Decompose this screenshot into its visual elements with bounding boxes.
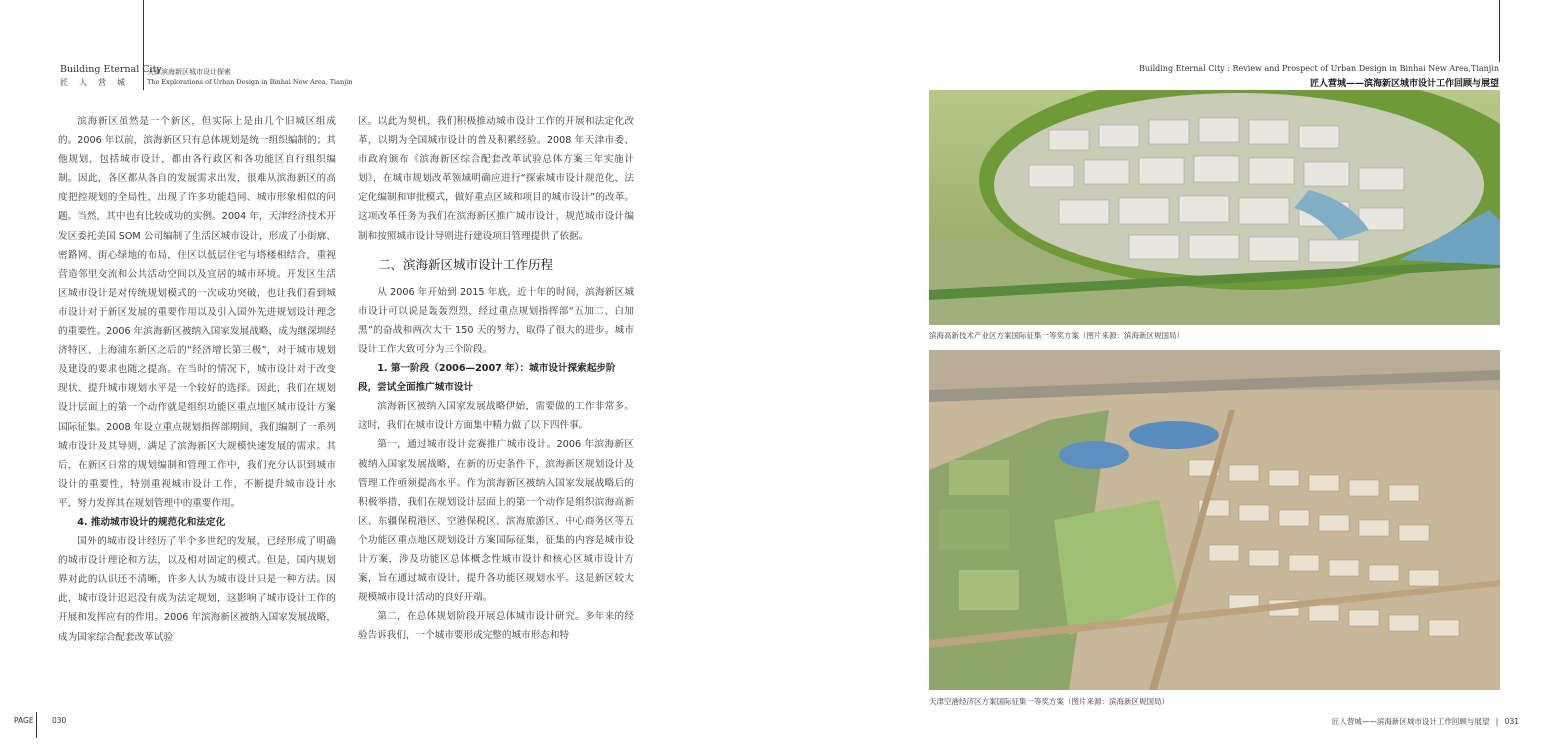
- aerial-rendering-airport-zone: [929, 350, 1500, 690]
- page-number: 030: [51, 716, 67, 725]
- header-right-title-en: Building Eternal City : Review and Prospect of Urban Design in Binhai New Area,Tianjin: [1139, 64, 1499, 73]
- page-label: PAGE: [14, 716, 34, 725]
- page-number-right: [1332, 716, 1519, 727]
- paragraph: 从 2006 年开始到 2015 年底，近十年的时间，滨海新区城市设计可以说是轰轰烈烈，经过重点规划指挥部“五加二、白加黑”的奋战和两次大干 150 天的努力，取得了很大的进步。城市设计工作大致可分为三个阶段。: [358, 286, 634, 355]
- footer-separator: |: [1495, 717, 1499, 726]
- paragraph: 区。以此为契机，我们积极推动城市设计工作的开展和法定化改革，以期为全国城市设计的普及积累经验。2008 年天津市委、市政府颁布《滨海新区综合配套改革试验总体方案三年实施计划》，在城市规划改革领域明确应进行“探索城市设计规范化、法定化编制和审批模式，做好重点区域和项目的城市设计”的改革。这项改革任务为我们在滨海新区推广城市设计、规范城市设计编制和按照城市设计导则进行建设项目管理提供了依据。: [358, 116, 634, 242]
- header-subtitle-cn: 天津滨海新区城市设计探索: [147, 68, 231, 76]
- section-heading: 4. 推动城市设计的规范化和法定化: [77, 516, 226, 528]
- header-divider-right: [1499, 0, 1500, 62]
- paragraph: 滨海新区虽然是一个新区，但实际上是由几个旧城区组成的。2006 年以前，滨海新区只有总体规划是统一组织编制的；其他规划，包括城市设计，都由各行政区和各功能区自行组织编制。因此，各区都从各自的发展需求出发，很难从滨海新区的高度把控规划的全局性，出现了许多功能趋同、城市形象相似的问题。当然，其中也有比较成功的实例。2004 年，天津经济技术开发区委托美国 SOM 公司编制了生活区城市设计，形成了小街廓、密路网、街心绿地的布局，住区以低层住宅与塔楼相结合，重视营造邻里交流和公共活动空间以及宜居的城市环境。开发区生活区城市设计是对传统规划模式的一次成功突破，也让我们看到城市设计对于新区发展的重要作用以及引入国外先进规划设计理念的重要性。2006 年滨海新区被纳入国家发展战略，成为继深圳经济特区、上海浦东新区之后的“经济增长第三极”，对于城市规划及建设的要求也随之提高。在当时的情况下，城市设计对于改变现状、提升城市规划水平是一个较好的选择。因此，我们在规划设计层面上的第一个动作就是组织功能区重点地区城市设计方案国际征集。2008 年设立重点规划指挥部期间，我们编制了一系列城市设计及其导则，满足了滨海新区大规模快速发展的需求。其后，在新区日常的规划编制和管理工作中，我们充分认识到城市设计的重要性，特别重视城市设计工作，不断提升城市设计水平，努力发挥其在规划管理中的重要作用。: [58, 116, 336, 509]
- page-number: 031: [1504, 717, 1519, 726]
- page-number-left: [14, 716, 66, 725]
- header-title-cn: 匠人营城: [60, 78, 136, 87]
- figure-caption-1: 滨海高新技术产业区方案国际征集一等奖方案（图片来源：滨海新区规国局）: [929, 331, 1184, 340]
- paragraph: 第一，通过城市设计竞赛推广城市设计。2006 年滨海新区被纳入国家发展战略，在新的历史条件下，滨海新区规划设计及管理工作亟须提高水平。作为滨海新区被纳入国家发展战略后的积极举措，我们在规划设计层面上的第一个动作是组织滨海高新区、东疆保税港区、空港保税区、滨海旅游区、中心商务区等五个功能区重点地区规划设计方案国际征集，征集的内容是城市设计方案，涉及功能区总体概念性城市设计和核心区城市设计方案，旨在通过城市设计，提升各功能区规划水平。这是新区较大规模城市设计活动的良好开端。: [358, 439, 634, 604]
- paragraph: 滨海新区被纳入国家发展战略伊始，需要做的工作非常多。这时，我们在城市设计方面集中精力做了以下四件事。: [358, 401, 634, 432]
- chapter-heading: 二、滨海新区城市设计工作历程: [378, 256, 554, 272]
- paragraph: 第二，在总体规划阶段开展总体城市设计研究。多年来的经验告诉我们，一个城市要形成完整的城市形态和特: [358, 611, 634, 642]
- figure-caption-2: 天津空港经济区方案国际征集一等奖方案（图片来源：滨海新区规国局）: [929, 697, 1169, 706]
- header-right-title-cn: 匠人营城——滨海新区城市设计工作回顾与展望: [1309, 79, 1499, 89]
- header-title-en: Building Eternal City: [60, 64, 162, 75]
- header-divider-left: [143, 0, 144, 90]
- aerial-rendering-hitech-zone: [929, 90, 1500, 325]
- paragraph: 国外的城市设计经历了半个多世纪的发展，已经形成了明确的城市设计理论和方法，以及相对固定的模式。但是，国内规划界对此的认识还不清晰，许多人认为城市设计只是一种方法。因此，城市设计迟迟没有成为法定规划，这影响了城市设计工作的开展和发挥应有的作用。2006 年滨海新区被纳入国家发展战略，成为国家综合配套改革试验: [58, 536, 336, 643]
- text-column-1: [58, 112, 336, 647]
- header-subtitle-en: The Explorations of Urban Design in Binhai New Area, Tianjin: [147, 78, 353, 86]
- section-heading: 1. 第一阶段（2006—2007 年）：城市设计探索起步阶段，尝试全面推广城市设计: [358, 363, 616, 394]
- text-column-2: [358, 112, 634, 645]
- footer-title: 匠人营城——滨海新区城市设计工作回顾与展望: [1331, 717, 1490, 726]
